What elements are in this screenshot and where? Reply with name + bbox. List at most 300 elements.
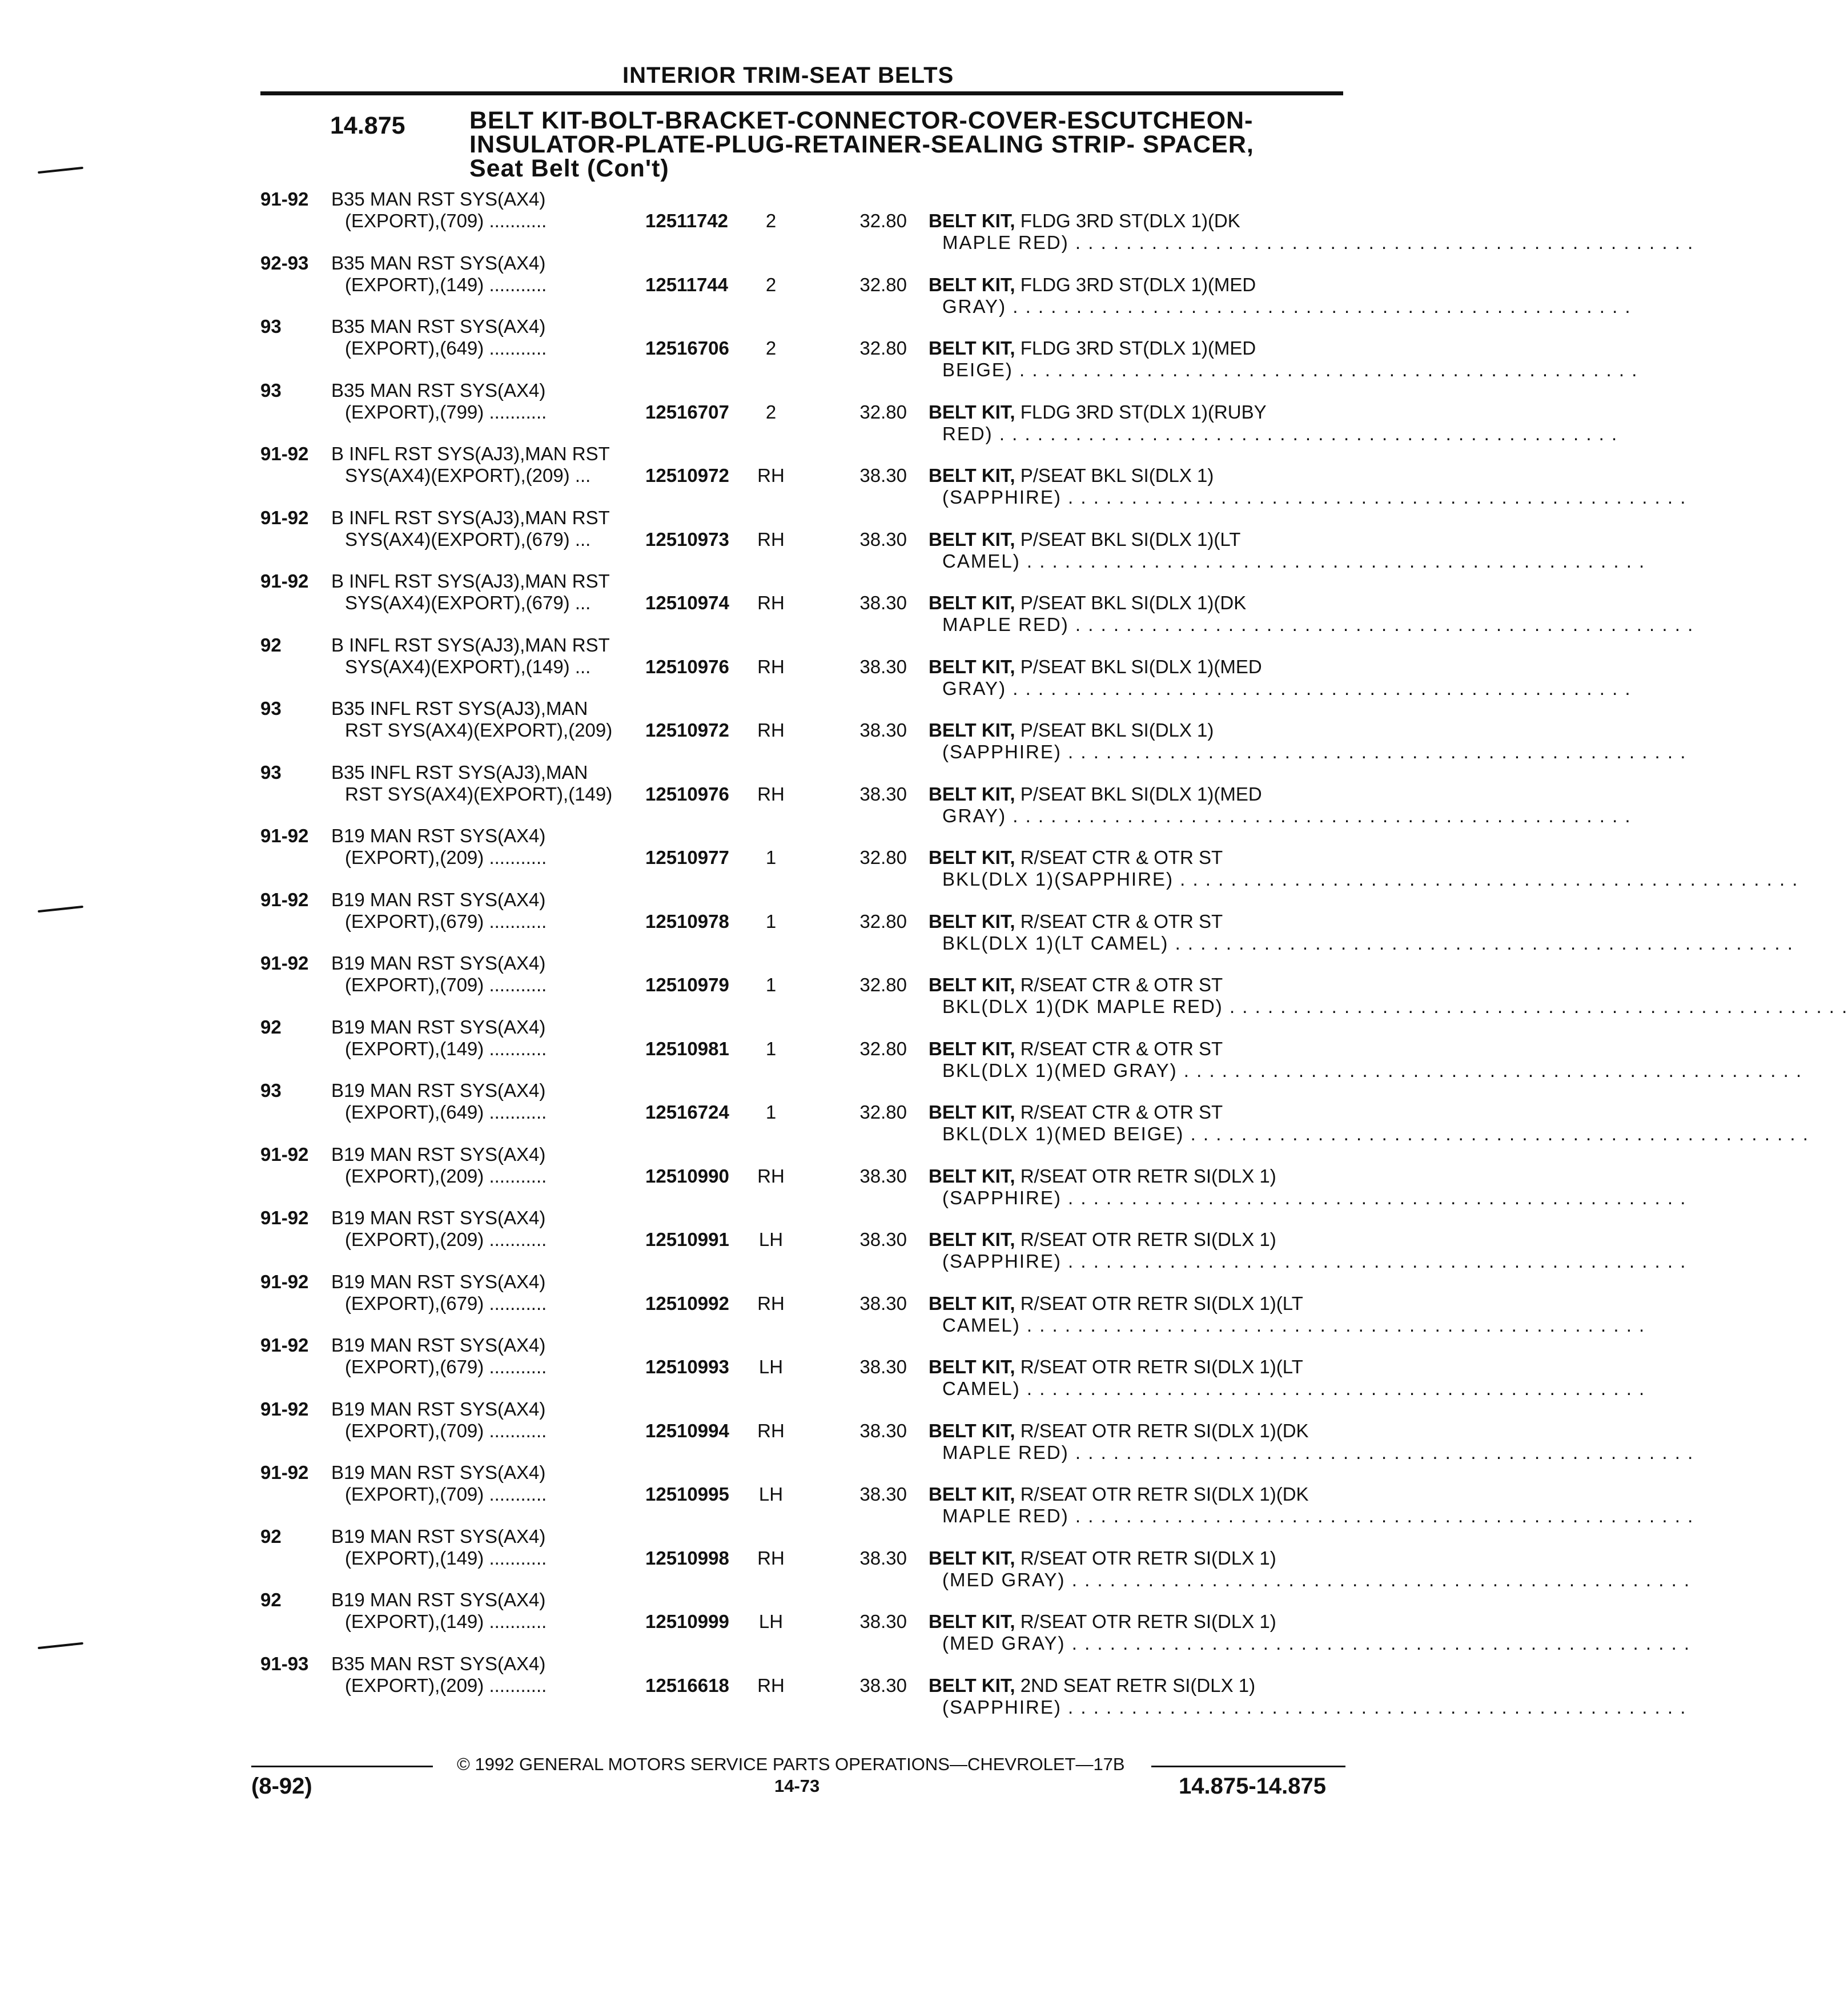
- part-name: BELT KIT,: [929, 528, 1015, 550]
- leader-dots: . . . . . . . . . . . . . . . . . . . . . . . . . . . . . . . . . . . . . . . . . . . . . . . . .: [1026, 1378, 1646, 1399]
- leader-dots: ...........: [489, 1547, 547, 1569]
- table-row: [0, 889, 1794, 954]
- model-years: 91-92: [260, 1334, 309, 1356]
- leader-dots: ...: [575, 465, 591, 486]
- price: 32.80: [859, 274, 907, 295]
- model-years: 93: [260, 698, 282, 719]
- part-description-line-2: [942, 487, 1687, 508]
- leader-dots: . . . . . . . . . . . . . . . . . . . . . . . . . . . . . . . . . . . . . . . . . . . . . . . . .: [1071, 1569, 1691, 1590]
- quantity-side: 1: [765, 974, 777, 995]
- part-description-line-2: [942, 1633, 1691, 1654]
- leader-dots: . . . . . . . . . . . . . . . . . . . . . . . . . . . . . . . . . . . . . . . . . . . . . . . . .: [1075, 1505, 1694, 1526]
- usage-line-2: [345, 1165, 547, 1187]
- part-number: 12510992: [645, 1292, 729, 1314]
- leader-dots: ...........: [489, 1484, 547, 1505]
- usage-line-1: B19 MAN RST SYS(AX4): [331, 1016, 546, 1038]
- price: 32.80: [859, 1038, 907, 1059]
- part-name: BELT KIT,: [929, 1547, 1015, 1569]
- usage-line-1: B19 MAN RST SYS(AX4): [331, 1589, 546, 1610]
- usage-line-1: B19 MAN RST SYS(AX4): [331, 1207, 546, 1228]
- table-row: [0, 188, 1694, 253]
- price: 32.80: [859, 210, 907, 231]
- part-number: 12510974: [645, 592, 729, 613]
- part-name: BELT KIT,: [929, 1165, 1015, 1187]
- table-row: [0, 1334, 1646, 1399]
- usage-line-1: B19 MAN RST SYS(AX4): [331, 1143, 546, 1165]
- quantity-side: 2: [765, 210, 777, 231]
- table-row: [0, 252, 1632, 317]
- usage-text: RST SYS(AX4)(EXPORT),(149): [345, 783, 613, 805]
- usage-line-1: B INFL RST SYS(AJ3),MAN RST: [331, 570, 610, 592]
- usage-line-2: [345, 1102, 547, 1123]
- usage-line-2: [345, 911, 547, 932]
- price: 38.30: [859, 1165, 907, 1187]
- leader-dots: . . . . . . . . . . . . . . . . . . . . . . . . . . . . . . . . . . . . . . . . . . . . . . . . .: [1068, 1187, 1687, 1208]
- usage-line-2: [345, 1356, 547, 1378]
- usage-line-1: B35 INFL RST SYS(AJ3),MAN: [331, 761, 588, 783]
- quantity-side: 1: [765, 847, 777, 868]
- leader-dots: . . . . . . . . . . . . . . . . . . . . . . . . . . . . . . . . . . . . . . . . . . . . . . . . .: [999, 423, 1618, 444]
- usage-text: SYS(AX4)(EXPORT),(149): [345, 656, 570, 677]
- part-detail-cont: BKL(DLX 1)(DK MAPLE RED): [942, 996, 1223, 1017]
- leader-dots: ...........: [489, 1165, 547, 1187]
- part-number: 12510999: [645, 1611, 729, 1632]
- model-years: 93: [260, 761, 282, 783]
- part-detail-cont: GRAY): [942, 295, 1007, 317]
- part-description-line-1: [929, 1547, 1276, 1569]
- quantity-side: 2: [765, 274, 777, 295]
- quantity-side: 2: [765, 337, 777, 359]
- usage-text: (EXPORT),(209): [345, 1674, 484, 1696]
- usage-line-1: B35 MAN RST SYS(AX4): [331, 188, 546, 210]
- part-detail: FLDG 3RD ST(DLX 1)(MED: [1015, 337, 1256, 359]
- part-description-line-2: [942, 1251, 1687, 1272]
- part-name: BELT KIT,: [929, 337, 1015, 359]
- price: 32.80: [859, 910, 907, 932]
- price: 38.30: [859, 783, 907, 805]
- usage-text: SYS(AX4)(EXPORT),(209): [345, 465, 570, 486]
- part-detail: R/SEAT OTR RETR SI(DLX 1): [1015, 1229, 1276, 1250]
- price: 32.80: [859, 337, 907, 359]
- leader-dots: . . . . . . . . . . . . . . . . . . . . . . . . . . . . . . . . . . . . . . . . . . . . . . . . .: [1190, 1123, 1809, 1144]
- usage-text: (EXPORT),(709): [345, 974, 484, 995]
- usage-text: (EXPORT),(679): [345, 1292, 484, 1314]
- quantity-side: LH: [758, 1356, 784, 1377]
- part-detail-cont: BKL(DLX 1)(MED BEIGE): [942, 1123, 1184, 1144]
- usage-text: (EXPORT),(709): [345, 1420, 484, 1441]
- usage-text: (EXPORT),(799): [345, 401, 484, 423]
- usage-line-1: B INFL RST SYS(AJ3),MAN RST: [331, 506, 610, 528]
- part-description-line-1: [929, 656, 1262, 678]
- part-description-line-2: [942, 1569, 1691, 1591]
- part-detail: P/SEAT BKL SI(DLX 1): [1015, 465, 1214, 486]
- leader-dots: ...: [575, 656, 591, 677]
- model-years: 91-92: [260, 506, 309, 528]
- usage-text: (EXPORT),(709): [345, 210, 484, 231]
- part-description-line-1: [929, 1293, 1303, 1314]
- part-detail-cont: (SAPPHIRE): [942, 1696, 1062, 1718]
- price: 32.80: [859, 974, 907, 995]
- model-years: 92: [260, 1589, 282, 1610]
- leader-dots: . . . . . . . . . . . . . . . . . . . . . . . . . . . . . . . . . . . . . . . . . . . . . . . . .: [1229, 996, 1848, 1017]
- part-detail: R/SEAT CTR & OTR ST: [1015, 847, 1223, 868]
- margin-mark: [38, 167, 83, 174]
- part-description-line-2: [942, 1696, 1687, 1718]
- table-row: [0, 952, 1848, 1017]
- usage-line-1: B35 MAN RST SYS(AX4): [331, 379, 546, 401]
- part-description-line-1: [929, 529, 1240, 550]
- usage-line-2: [345, 1484, 547, 1505]
- part-description-line-1: [929, 974, 1223, 996]
- usage-text: (EXPORT),(209): [345, 847, 484, 868]
- table-row: [0, 316, 1638, 380]
- table-row: [0, 1271, 1646, 1336]
- part-name: BELT KIT,: [929, 847, 1015, 868]
- table-row: [0, 1653, 1687, 1718]
- part-detail: P/SEAT BKL SI(DLX 1)(DK: [1015, 592, 1247, 613]
- part-detail: R/SEAT CTR & OTR ST: [1015, 974, 1223, 995]
- part-name: BELT KIT,: [929, 1038, 1015, 1059]
- part-number: 12510973: [645, 528, 729, 550]
- part-detail-cont: CAMEL): [942, 1314, 1021, 1336]
- model-years: 91-92: [260, 1271, 309, 1292]
- quantity-side: RH: [757, 719, 785, 741]
- part-detail-cont: (SAPPHIRE): [942, 741, 1062, 762]
- part-description-line-1: [929, 401, 1267, 423]
- section-title: [469, 108, 1326, 180]
- table-row: [0, 1525, 1691, 1590]
- table-row: [0, 1143, 1687, 1208]
- part-detail-cont: MAPLE RED): [942, 1441, 1069, 1463]
- usage-line-1: B INFL RST SYS(AJ3),MAN RST: [331, 443, 610, 464]
- table-row: [0, 506, 1646, 572]
- part-name: BELT KIT,: [929, 1420, 1015, 1441]
- part-number: 12516724: [645, 1102, 729, 1123]
- footer-rule-left: [251, 1766, 433, 1767]
- table-row: [0, 570, 1694, 635]
- price: 38.30: [859, 1484, 907, 1505]
- leader-dots: . . . . . . . . . . . . . . . . . . . . . . . . . . . . . . . . . . . . . . . . . . . . . . . . .: [1175, 932, 1794, 954]
- part-detail-cont: GRAY): [942, 677, 1007, 699]
- footer-copyright: © 1992 GENERAL MOTORS SERVICE PARTS OPERATIONS—CHEVROLET—17B: [457, 1754, 1125, 1774]
- model-years: 91-92: [260, 952, 309, 974]
- table-row: [0, 1207, 1687, 1272]
- usage-text: (EXPORT),(649): [345, 1102, 484, 1123]
- model-years: 91-92: [260, 889, 309, 910]
- price: 38.30: [859, 1674, 907, 1696]
- part-description-line-1: [929, 274, 1256, 296]
- part-description-line-2: [942, 1441, 1694, 1464]
- part-name: BELT KIT,: [929, 1102, 1015, 1123]
- leader-dots: . . . . . . . . . . . . . . . . . . . . . . . . . . . . . . . . . . . . . . . . . . . . . . . . .: [1075, 1441, 1694, 1463]
- part-detail: R/SEAT OTR RETR SI(DLX 1)(DK: [1015, 1484, 1309, 1505]
- quantity-side: RH: [757, 592, 785, 613]
- leader-dots: ...........: [489, 274, 547, 295]
- part-name: BELT KIT,: [929, 465, 1015, 486]
- part-detail: P/SEAT BKL SI(DLX 1)(MED: [1015, 783, 1262, 805]
- quantity-side: RH: [757, 1547, 785, 1569]
- usage-text: (EXPORT),(679): [345, 910, 484, 932]
- part-number: 12510976: [645, 656, 729, 677]
- part-detail-cont: BKL(DLX 1)(LT CAMEL): [942, 932, 1169, 954]
- usage-text: (EXPORT),(149): [345, 1611, 484, 1632]
- section-title-line: BELT KIT-BOLT-BRACKET-CONNECTOR-COVER-ESCUTCHEON-: [469, 107, 1254, 134]
- table-row: [0, 698, 1687, 762]
- part-detail: R/SEAT OTR RETR SI(DLX 1)(DK: [1015, 1420, 1309, 1441]
- usage-line-2: [345, 974, 547, 996]
- header-rule: [260, 91, 1343, 95]
- part-number: 12516618: [645, 1674, 729, 1696]
- usage-line-2: [345, 465, 590, 487]
- part-detail-cont: MAPLE RED): [942, 614, 1069, 635]
- price: 38.30: [859, 592, 907, 613]
- leader-dots: ...........: [489, 1356, 547, 1377]
- part-detail-cont: (SAPPHIRE): [942, 487, 1062, 508]
- quantity-side: 2: [765, 401, 777, 423]
- part-description-line-1: [929, 1420, 1309, 1442]
- quantity-side: RH: [757, 465, 785, 486]
- part-detail: P/SEAT BKL SI(DLX 1)(MED: [1015, 656, 1262, 677]
- footer-date: (8-92): [251, 1774, 312, 1799]
- part-name: BELT KIT,: [929, 1674, 1015, 1696]
- usage-line-2: [345, 783, 612, 805]
- leader-dots: ...........: [489, 910, 547, 932]
- table-row: [0, 1016, 1803, 1081]
- usage-line-1: B19 MAN RST SYS(AX4): [331, 952, 546, 974]
- leader-dots: . . . . . . . . . . . . . . . . . . . . . . . . . . . . . . . . . . . . . . . . . . . . . . . . .: [1068, 487, 1687, 508]
- part-description-line-1: [929, 1484, 1309, 1505]
- section-title-line: INSULATOR-PLATE-PLUG-RETAINER-SEALING STRIP- SPACER,: [469, 131, 1254, 158]
- model-years: 91-92: [260, 1207, 309, 1228]
- usage-line-1: B35 INFL RST SYS(AJ3),MAN: [331, 698, 588, 719]
- part-description-line-2: [942, 805, 1632, 827]
- part-name: BELT KIT,: [929, 1356, 1015, 1377]
- usage-text: (EXPORT),(649): [345, 337, 484, 359]
- leader-dots: . . . . . . . . . . . . . . . . . . . . . . . . . . . . . . . . . . . . . . . . . . . . . . . . .: [1013, 805, 1632, 826]
- part-description-line-2: [942, 359, 1638, 381]
- usage-line-1: B35 MAN RST SYS(AX4): [331, 1653, 546, 1674]
- usage-line-2: [345, 656, 590, 678]
- usage-text: (EXPORT),(149): [345, 274, 484, 295]
- part-name: BELT KIT,: [929, 719, 1015, 741]
- part-description-line-2: [942, 932, 1794, 954]
- leader-dots: ...: [575, 592, 591, 613]
- part-number: 12510979: [645, 974, 729, 995]
- leader-dots: . . . . . . . . . . . . . . . . . . . . . . . . . . . . . . . . . . . . . . . . . . . . . . . . .: [1013, 677, 1632, 699]
- table-row: [0, 1462, 1694, 1526]
- price: 38.30: [859, 1547, 907, 1569]
- part-description-line-2: [942, 677, 1632, 700]
- model-years: 91-92: [260, 188, 309, 210]
- part-number: 12510994: [645, 1420, 729, 1441]
- usage-line-1: B35 MAN RST SYS(AX4): [331, 252, 546, 274]
- leader-dots: ...........: [489, 1611, 547, 1632]
- footer-section-range: 14.875-14.875: [1179, 1774, 1327, 1799]
- part-detail: R/SEAT OTR RETR SI(DLX 1): [1015, 1547, 1276, 1569]
- part-number: 12510977: [645, 847, 729, 868]
- part-description-line-2: [942, 232, 1694, 254]
- usage-line-1: B35 MAN RST SYS(AX4): [331, 316, 546, 337]
- usage-line-2: [345, 719, 612, 741]
- part-description-line-2: [942, 614, 1694, 636]
- part-detail: P/SEAT BKL SI(DLX 1): [1015, 719, 1214, 741]
- part-detail-cont: (MED GRAY): [942, 1633, 1066, 1654]
- leader-dots: . . . . . . . . . . . . . . . . . . . . . . . . . . . . . . . . . . . . . . . . . . . . . . . . .: [1013, 295, 1632, 317]
- part-description-line-1: [929, 719, 1214, 741]
- part-detail-cont: (SAPPHIRE): [942, 1187, 1062, 1208]
- leader-dots: . . . . . . . . . . . . . . . . . . . . . . . . . . . . . . . . . . . . . . . . . . . . . . . . .: [1075, 232, 1694, 253]
- part-detail-cont: MAPLE RED): [942, 232, 1069, 253]
- part-name: BELT KIT,: [929, 592, 1015, 613]
- usage-line-2: [345, 592, 590, 614]
- part-detail: R/SEAT OTR RETR SI(DLX 1)(LT: [1015, 1356, 1303, 1377]
- leader-dots: ...........: [489, 847, 547, 868]
- part-name: BELT KIT,: [929, 210, 1015, 231]
- quantity-side: LH: [758, 1484, 784, 1505]
- usage-line-1: B19 MAN RST SYS(AX4): [331, 889, 546, 910]
- leader-dots: ...........: [489, 210, 547, 231]
- usage-line-2: [345, 1229, 547, 1251]
- footer-rule-right: [1151, 1766, 1345, 1767]
- part-description-line-1: [929, 1165, 1276, 1187]
- model-years: 91-92: [260, 1398, 309, 1420]
- part-description-line-2: [942, 423, 1618, 445]
- part-name: BELT KIT,: [929, 910, 1015, 932]
- table-row: [0, 825, 1799, 890]
- part-number: 12510978: [645, 910, 729, 932]
- part-number: 12510995: [645, 1484, 729, 1505]
- page-header-title: INTERIOR TRIM-SEAT BELTS: [622, 63, 954, 88]
- quantity-side: LH: [758, 1229, 784, 1250]
- leader-dots: ...........: [489, 974, 547, 995]
- quantity-side: 1: [765, 1038, 777, 1059]
- price: 38.30: [859, 1292, 907, 1314]
- usage-line-2: [345, 337, 547, 359]
- table-row: [0, 443, 1687, 508]
- leader-dots: . . . . . . . . . . . . . . . . . . . . . . . . . . . . . . . . . . . . . . . . . . . . . . . . .: [1180, 869, 1799, 890]
- table-row: [0, 1398, 1694, 1463]
- part-detail: P/SEAT BKL SI(DLX 1)(LT: [1015, 528, 1241, 550]
- part-detail: FLDG 3RD ST(DLX 1)(MED: [1015, 274, 1256, 295]
- usage-line-1: B19 MAN RST SYS(AX4): [331, 1398, 546, 1420]
- price: 38.30: [859, 719, 907, 741]
- part-description-line-1: [929, 592, 1246, 614]
- leader-dots: ...........: [489, 1674, 547, 1696]
- part-detail-cont: GRAY): [942, 805, 1007, 826]
- usage-line-2: [345, 1420, 547, 1442]
- part-number: 12511744: [645, 274, 729, 295]
- section-number: 14.875: [330, 112, 405, 139]
- part-detail-cont: BEIGE): [942, 359, 1013, 380]
- part-description-line-1: [929, 1038, 1223, 1060]
- model-years: 93: [260, 379, 282, 401]
- quantity-side: RH: [757, 1292, 785, 1314]
- model-years: 92: [260, 1525, 282, 1547]
- part-description-line-1: [929, 210, 1240, 232]
- usage-line-2: [345, 274, 547, 296]
- usage-line-1: B19 MAN RST SYS(AX4): [331, 1080, 546, 1101]
- price: 38.30: [859, 1611, 907, 1632]
- model-years: 91-92: [260, 443, 309, 464]
- usage-text: (EXPORT),(209): [345, 1165, 484, 1187]
- price: 38.30: [859, 1356, 907, 1377]
- leader-dots: . . . . . . . . . . . . . . . . . . . . . . . . . . . . . . . . . . . . . . . . . . . . . . . . .: [1075, 614, 1694, 635]
- quantity-side: RH: [757, 1420, 785, 1441]
- usage-line-2: [345, 401, 547, 423]
- part-number: 12510998: [645, 1547, 729, 1569]
- part-detail: R/SEAT CTR & OTR ST: [1015, 1102, 1223, 1123]
- usage-line-1: B19 MAN RST SYS(AX4): [331, 1334, 546, 1356]
- table-row: [0, 761, 1632, 826]
- usage-text: (EXPORT),(209): [345, 1229, 484, 1250]
- price: 32.80: [859, 847, 907, 868]
- part-description-line-1: [929, 1229, 1276, 1251]
- part-description-line-1: [929, 337, 1256, 359]
- part-description-line-1: [929, 847, 1223, 869]
- usage-line-1: B19 MAN RST SYS(AX4): [331, 1525, 546, 1547]
- part-name: BELT KIT,: [929, 1611, 1015, 1632]
- price: 38.30: [859, 465, 907, 486]
- part-name: BELT KIT,: [929, 974, 1015, 995]
- quantity-side: RH: [757, 528, 785, 550]
- usage-line-2: [345, 1611, 547, 1633]
- part-name: BELT KIT,: [929, 656, 1015, 677]
- part-description-line-2: [942, 550, 1646, 572]
- leader-dots: ...........: [489, 1102, 547, 1123]
- part-description-line-2: [942, 1505, 1694, 1527]
- part-name: BELT KIT,: [929, 274, 1015, 295]
- quantity-side: LH: [758, 1611, 784, 1632]
- usage-text: (EXPORT),(709): [345, 1484, 484, 1505]
- part-detail-cont: RED): [942, 423, 993, 444]
- model-years: 91-93: [260, 1653, 309, 1674]
- part-description-line-1: [929, 911, 1223, 932]
- part-description-line-2: [942, 1059, 1803, 1082]
- model-years: 91-92: [260, 1143, 309, 1165]
- price: 38.30: [859, 528, 907, 550]
- part-detail: R/SEAT CTR & OTR ST: [1015, 1038, 1223, 1059]
- part-number: 12516706: [645, 337, 729, 359]
- usage-text: RST SYS(AX4)(EXPORT),(209): [345, 719, 613, 741]
- leader-dots: . . . . . . . . . . . . . . . . . . . . . . . . . . . . . . . . . . . . . . . . . . . . . . . . .: [1026, 1314, 1646, 1336]
- usage-line-1: B19 MAN RST SYS(AX4): [331, 825, 546, 846]
- part-detail-cont: MAPLE RED): [942, 1505, 1069, 1526]
- leader-dots: ...........: [489, 1229, 547, 1250]
- part-description-line-2: [942, 1123, 1809, 1145]
- part-description-line-2: [942, 1187, 1687, 1209]
- usage-text: (EXPORT),(679): [345, 1356, 484, 1377]
- part-detail-cont: BKL(DLX 1)(MED GRAY): [942, 1059, 1178, 1081]
- leader-dots: . . . . . . . . . . . . . . . . . . . . . . . . . . . . . . . . . . . . . . . . . . . . . . . . .: [1019, 359, 1638, 380]
- part-description-line-2: [942, 741, 1687, 763]
- part-number: 12510993: [645, 1356, 729, 1377]
- leader-dots: ...: [575, 528, 591, 550]
- section-title-line: Seat Belt (Con't): [469, 155, 669, 182]
- part-number: 12510972: [645, 719, 729, 741]
- part-detail-cont: (MED GRAY): [942, 1569, 1066, 1590]
- model-years: 91-92: [260, 570, 309, 592]
- usage-text: SYS(AX4)(EXPORT),(679): [345, 592, 570, 613]
- part-number: 12516707: [645, 401, 729, 423]
- part-number: 12510972: [645, 465, 729, 486]
- part-description-line-2: [942, 996, 1848, 1018]
- quantity-side: 1: [765, 1102, 777, 1123]
- usage-line-2: [345, 1038, 547, 1060]
- part-description-line-2: [942, 1314, 1646, 1336]
- leader-dots: ...........: [489, 1292, 547, 1314]
- leader-dots: . . . . . . . . . . . . . . . . . . . . . . . . . . . . . . . . . . . . . . . . . . . . . . . . .: [1071, 1633, 1691, 1654]
- footer-page-number: 14-73: [774, 1776, 820, 1796]
